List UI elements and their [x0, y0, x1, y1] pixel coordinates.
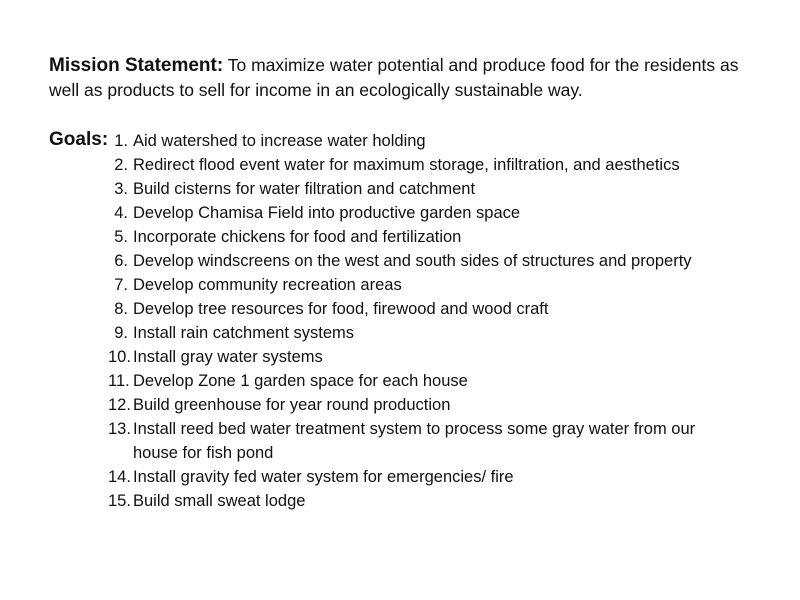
goal-number: 3.	[114, 180, 128, 198]
goal-item	[0, 417, 800, 465]
goal-text: Install gravity fed water system for emergencies/ fire	[133, 468, 514, 486]
goal-text: Install rain catchment systems	[133, 324, 354, 342]
goal-text: Build greenhouse for year round production	[133, 396, 451, 414]
goal-item	[0, 249, 800, 273]
goal-item	[0, 177, 800, 201]
goal-number: 12.	[108, 396, 131, 414]
goal-number: 1.	[114, 132, 128, 150]
goals-heading: Goals:	[49, 129, 109, 150]
goal-text: Build small sweat lodge	[133, 492, 306, 510]
goal-item	[0, 153, 800, 177]
goal-number: 6.	[114, 252, 128, 270]
goal-text: Redirect flood event water for maximum storage, infiltration, and aesthetics	[133, 156, 680, 174]
goal-text: Develop community recreation areas	[133, 276, 402, 294]
goal-number: 5.	[114, 228, 128, 246]
goal-number: 10.	[108, 348, 131, 366]
goal-number: 4.	[114, 204, 128, 222]
mission-text: To maximize water potential and produce food for the residents as well as products to sell for income in an ecologically sustainable way.	[49, 55, 739, 100]
goal-item	[0, 129, 800, 153]
mission-statement	[49, 53, 769, 102]
goal-item	[0, 297, 800, 321]
goal-text: Develop Zone 1 garden space for each house	[133, 372, 468, 390]
goal-item	[0, 369, 800, 393]
goal-number: 9.	[114, 324, 128, 342]
goal-text: Install reed bed water treatment system to process some gray water from our house for fish pond	[133, 420, 696, 462]
goal-number: 2.	[114, 156, 128, 174]
goal-item	[0, 201, 800, 225]
goal-text: Incorporate chickens for food and fertilization	[133, 228, 462, 246]
goal-item	[0, 321, 800, 345]
goal-text: Develop Chamisa Field into productive garden space	[133, 204, 521, 222]
goal-text: Build cisterns for water filtration and catchment	[133, 180, 476, 198]
goal-number: 15.	[108, 492, 131, 510]
goal-number: 14.	[108, 468, 131, 486]
mission-heading: Mission Statement:	[49, 55, 224, 76]
goal-number: 11.	[108, 372, 130, 390]
goal-number: 8.	[114, 300, 128, 318]
goal-text: Aid watershed to increase water holding	[133, 132, 426, 150]
goal-number: 13.	[108, 420, 131, 438]
goal-item	[0, 273, 800, 297]
goal-text: Install gray water systems	[133, 348, 323, 366]
goal-number: 7.	[114, 276, 128, 294]
goal-item	[0, 345, 800, 369]
goal-item	[0, 393, 800, 417]
goal-text: Develop tree resources for food, firewood and wood craft	[133, 300, 549, 318]
goal-item	[0, 225, 800, 249]
goal-item	[0, 489, 800, 513]
goals-list	[0, 129, 800, 513]
goal-item	[0, 465, 800, 489]
goal-text: Develop windscreens on the west and south sides of structures and property	[133, 252, 692, 270]
